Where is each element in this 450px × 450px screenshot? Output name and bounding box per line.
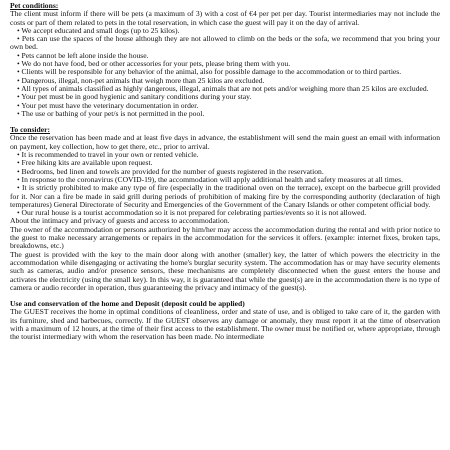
- deposit-text: The GUEST receives the home in optimal conditions of cleanliness, order and state of use, and is obliged to take care of it, the garden with its furniture, shed and barbecues, correctly. If the GUEST observes any damage or anomaly, they must report it at the time of observation with a maximum of 12 hours, at the time of their first access to the establishment. The owner must be notified or, where appropriate, through the tourist intermediary with whom the reservation has been made. No intermediate: [10, 307, 440, 342]
- privacy-paragraph-1: The owner of the accommodation or persons authorized by him/her may access the accommodation during the rental and with prior notice to the guest to make necessary arrangements or repairs in the accommodation for the services it offers. (example: internet fixes, broken taps, breakdowns, etc.): [10, 224, 440, 251]
- pet-conditions-heading: Pet conditions:: [10, 1, 59, 10]
- pet-bullet-1: • We accept educated and small dogs (up to 25 kilos).: [17, 25, 180, 35]
- to-consider-heading: To consider:: [10, 125, 51, 135]
- consider-bullet-3: • Bedrooms, bed linen and towels are provided for the number of guests registered in the reservation.: [17, 166, 324, 176]
- to-consider-intro: Once the reservation has been made and at least five days in advance, the establishment will send the main guest an email with information on payment, key collection, how to get there, etc., prior to arrival.: [10, 133, 440, 151]
- document-body: [10, 2, 440, 342]
- consider-bullet-6: • Our rural house is a tourist accommodation so it is not prepared for celebrating parties/events so it is not allowed.: [17, 208, 367, 218]
- pet-bullet-9: • Your pet must have the veterinary documentation in order.: [17, 100, 199, 110]
- pet-bullet-2: • Pets can use the spaces of the house although they are not allowed to climb on the beds or the sofa, we recommend that you bring your own bed.: [10, 34, 440, 52]
- pet-bullet-5: • Clients will be responsible for any behavior of the animal, also for possible damage to the accommodation or to third parties.: [17, 67, 402, 77]
- section-spacer: [10, 118, 440, 126]
- pet-bullet-3: • Pets cannot be left alone inside the house.: [17, 50, 149, 60]
- consider-bullet-2: • Free hiking kits are available upon request.: [17, 158, 153, 168]
- deposit-heading: Use and conservation of the home and Deposit (deposit could be applied): [10, 299, 245, 309]
- pet-bullet-4: • We do not have food, bed or other accessories for your pets, please bring them with you.: [17, 59, 291, 69]
- pet-bullet-6: • Dangerous, illegal, non-pet animals that weigh more than 25 kilos are excluded.: [17, 75, 265, 85]
- privacy-paragraph-2: The guest is provided with the key to the main door along with another (smaller) key, the latter of which powers the electricity in the accommodation while disengaging or activating the home's burglar security system. The accommodation has or may have security elements such as cameras, audio and/or presence sensors, these mechanisms are completely disconnected when the guest enters the house and activates the electricity (using the small key). In this way, it is guaranteed that while the guest(s) are in the accommodation there is no type of camera or audio recorder in operation, thus guaranteeing the privacy and intimacy of the guest(s).: [10, 249, 440, 292]
- pet-bullet-7: • All types of animals classified as highly dangerous, illegal, animals that are not pets and/or weighing more than 25 kilos are excluded.: [17, 83, 429, 93]
- pet-bullet-10: • The use or bathing of your pet/s is not permitted in the pool.: [17, 108, 205, 118]
- consider-bullet-1: • It is recommended to travel in your own or rented vehicle.: [17, 150, 199, 160]
- pet-bullet-8: • Your pet must be in good hygienic and sanitary conditions during your stay.: [17, 92, 252, 102]
- consider-bullet-4: • In response to the coronavirus (COVID-19), the accommodation will apply additional health and safety measures at all times.: [17, 174, 404, 184]
- privacy-title: About the intimacy and privacy of guests and access to accommodation.: [10, 216, 230, 226]
- pet-conditions-intro: The client must inform if there will be pets (a maximum of 3) with a cost of €4 per pet per day. Tourist intermediaries may not include the costs or part of them related to pets in the total reservation, in which case the guest will pay it on the day of arrival.: [10, 9, 440, 27]
- consider-bullet-5: • It is strictly prohibited to make any type of fire (especially in the traditional oven on the terrace), except on the barbecue grill provided for it. Nor can a fire be made in said grill during periods of prohibition of making fire by the corresponding authority (declaration of high temperatures) General Directorate of Security and Emergencies of the Government of the Canary Islands or other competent official body.: [10, 183, 440, 209]
